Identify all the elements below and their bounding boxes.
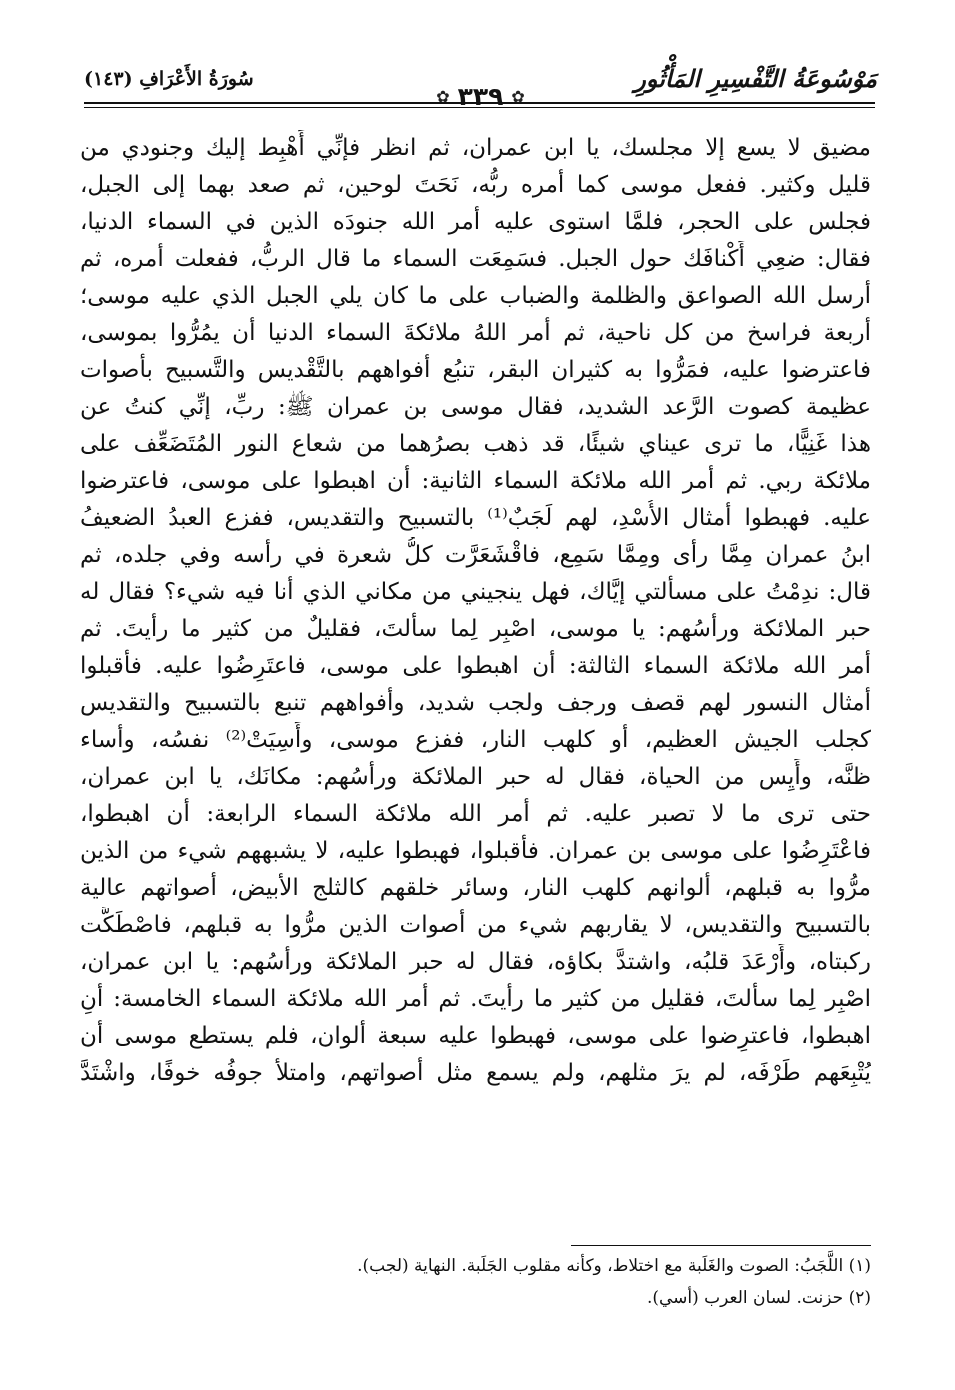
text-line: فاعترضوا عليه، فمَرُّوا به كثيران البقر، تنبُع أفواههم بالتَّقْديس والتَّسبيح بأصوات [80,357,871,383]
text-line: حبر الملائكة ورأسُهم: يا موسى، اصْبِر لِما سألتَ، فقليلٌ من كثير ما رأيتَ. ثم [80,616,871,642]
flower-ornament-icon: ✿ [511,86,525,106]
text-line: قال: ندِمْتُ على مسألتي إيَّاك، فهل ينجيني من مكاني الذي أنا فيه شيء؟ فقال له [80,579,871,605]
text-line: عليه. فهبطوا أمثال الأُسْدِ، لهم لَجَبٌ⁽¹⁾ بالتسبيح والتقديس، ففزع العبدُ الضعيفُ [80,505,871,531]
text-line: ابنُ عمران مِمَّا رأى ومِمَّا سَمِع، فاقْشَعَرَّت كلُّ شعرة في رأسه وفي جلده، ثم [80,542,871,568]
footnotes [80,1250,871,1314]
text-line: فقال: ضعِي أَكْنافَك حول الجبل. فسَمِعَت السماء ما قال الربُّ، ففعلت أمره، ثم [80,246,871,272]
body-text [80,130,871,1240]
surah-label: سُورَةُ الأَعْرَافِ (١٤٣) [84,68,254,90]
text-line: اصْبِر لِما سألتَ، فقليل من كثير ما رأيتَ. ثم أمر الله ملائكة السماء الخامسة: أنِ [80,986,871,1012]
text-line: حتى ترى ما لا تصبر عليه. ثم أمر الله ملائكة السماء الرابعة: أن اهبطوا، [80,801,871,827]
text-line: أربعة فراسخ من كل ناحية، ثم أمر اللهُ ملائكةَ السماء الدنيا أن يمُرُّوا بموسى، [80,320,871,346]
header-divider [84,102,875,104]
text-line: ظنَّه، وأَيِس من الحياة، فقال له حبر الملائكة ورأسُهم: مكانَك، يا ابن عمران، [80,764,871,790]
page-number-group [436,84,525,109]
text-line: يُتْبِعَهم طَرْفَه، لم يرَ مثلهم، ولم يسمع مثل أصواتهم، وامتلأ جوفُه خوفًا، واشْتَدَّ [80,1060,871,1086]
text-line: بالتسبيح والتقديس، لا يقاربهم شيء من أصوات الذين مرُّوا به قبلهم، فاصْطَكَّت [80,912,871,938]
text-line: فجلس على الحجر، فلمَّا استوى عليه أمر الله جنودَه الذين في السماء الدنيا، [80,209,871,235]
text-line: أمثال النسور لهم قصف ورجف ولجب شديد، وأفواههم تنبع بالتسبيح والتقديس [80,690,871,716]
footnote: (٢) حزنت. لسان العرب (أسي). [646,1288,871,1308]
text-line: مرُّوا به قبلهم، ألوانهم كلهب النار، وسائر خلقهم كالثلج الأبيض، أصواتهم عالية [80,875,871,901]
flower-ornament-icon: ✿ [436,86,450,106]
text-line: ركبتاه، وأَرْعَدَ قلبُه، واشتدَّ بكاؤه، فقال له حبر الملائكة ورأسُهم: يا ابن عمران، [80,949,871,975]
text-line: ملائكة ربي. ثم أمر الله ملائكة السماء الثانية: أن اهبطوا على موسى، فاعترضوا [80,468,871,494]
running-title: مَوْسُوعَةُ التَّفْسِيرِ المَأْثُورِ [634,64,877,93]
text-line: قليل وكثير. ففعل موسى كما أمره ربُّه، نَحَتَ لوحين، ثم صعد بهما إلى الجبل، [80,172,871,198]
footnote-divider [571,1245,871,1246]
page-number: ٣٣٩ [457,82,504,111]
text-line: كجلب الجيش العظيم، أو كلهب النار، ففزع موسى، وأَسِيَتْ⁽²⁾ نفسُه، وأساء [80,727,871,753]
footnote: (١) اللَّجَبُ: الصوت والغَلَبة مع اختلاط، وكأنه مقلوب الجَلَبة. النهاية (لجب). [357,1256,871,1276]
text-line: هذا غَنِيًّا، ما ترى عيناي شيئًا، قد ذهب بصرُهما من شعاع النور المُتَضَعِّف على [80,431,871,457]
text-line: مضيق لا يسع إلا مجلسك، يا ابن عمران، ثم انظر فإنِّي أَهْبِط إليك وجنودي من [80,135,871,161]
text-line: أمر الله ملائكة السماء الثالثة: أن اهبطوا على موسى، فاعتَرِضُوا عليه. فأقبلوا [80,653,871,679]
text-line: اهبطوا، فاعترِضوا على موسى، فهبطوا عليه سبعة ألوان، فلم يستطع موسى أن [80,1023,871,1049]
header-divider-thin [84,107,875,108]
text-line: فاعْتَرِضُوا على موسى بن عمران. فأقبلوا، فهبطوا عليه، لا يشبههم شيء من الذين [80,838,871,864]
text-line: عظيمة كصوت الرَّعد الشديد، فقال موسى بن عمران ﷺ: ربِّ، إنِّي كنتُ عن [80,394,871,420]
text-line: أرسل الله الصواعق والظلمة والضباب على ما كان يلي الجبل الذي عليه موسى؛ [80,283,871,309]
